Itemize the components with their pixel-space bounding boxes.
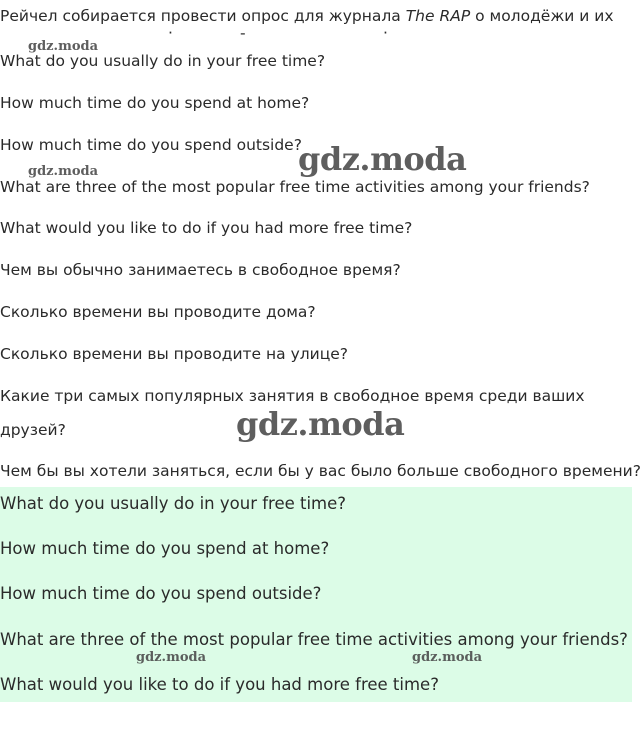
- answer-5: What would you like to do if you had more free time?: [0, 675, 439, 694]
- answer-4: What are three of the most popular free time activities among your friends?: [0, 630, 628, 649]
- intro-text-start: Рейчел собирается провести опрос для журнала: [0, 7, 406, 25]
- watermark-logo: gdz.moda: [28, 39, 99, 54]
- intro-text: [0, 6, 614, 26]
- watermark-logo: gdz.moda: [28, 164, 99, 179]
- question-en-4: What are three of the most popular free time activities among your friends?: [0, 178, 590, 196]
- answer-2: How much time do you spend at home?: [0, 539, 330, 558]
- question-ru-3: Сколько времени вы проводите на улице?: [0, 345, 349, 363]
- question-ru-2: Сколько времени вы проводите дома?: [0, 303, 316, 321]
- question-ru-4-line-2: друзей?: [0, 421, 66, 439]
- question-ru-1: Чем вы обычно занимаетесь в свободное время?: [0, 261, 401, 279]
- watermark-logo: gdz.moda: [236, 405, 405, 443]
- question-en-3: How much time do you spend outside?: [0, 136, 302, 154]
- watermark-logo: gdz.moda: [298, 140, 467, 178]
- clipped-line-fragment: · - ·: [168, 24, 388, 42]
- highlighted-answer-block: [0, 487, 632, 702]
- intro-text-end: о молодёжи и их: [470, 7, 614, 25]
- question-en-5: What would you like to do if you had more free time?: [0, 219, 413, 237]
- question-en-1: What do you usually do in your free time?: [0, 52, 326, 70]
- magazine-title: The RAP: [405, 7, 471, 25]
- watermark-logo: gdz.moda: [412, 650, 483, 665]
- question-ru-5: Чем бы вы хотели заняться, если бы у вас было больше свободного времени?: [0, 462, 641, 480]
- question-ru-4-line-1: Какие три самых популярных занятия в свободное время среди ваших: [0, 387, 585, 405]
- answer-3: How much time do you spend outside?: [0, 584, 322, 603]
- watermark-logo: gdz.moda: [136, 650, 207, 665]
- answer-1: What do you usually do in your free time?: [0, 494, 347, 513]
- question-en-2: How much time do you spend at home?: [0, 94, 310, 112]
